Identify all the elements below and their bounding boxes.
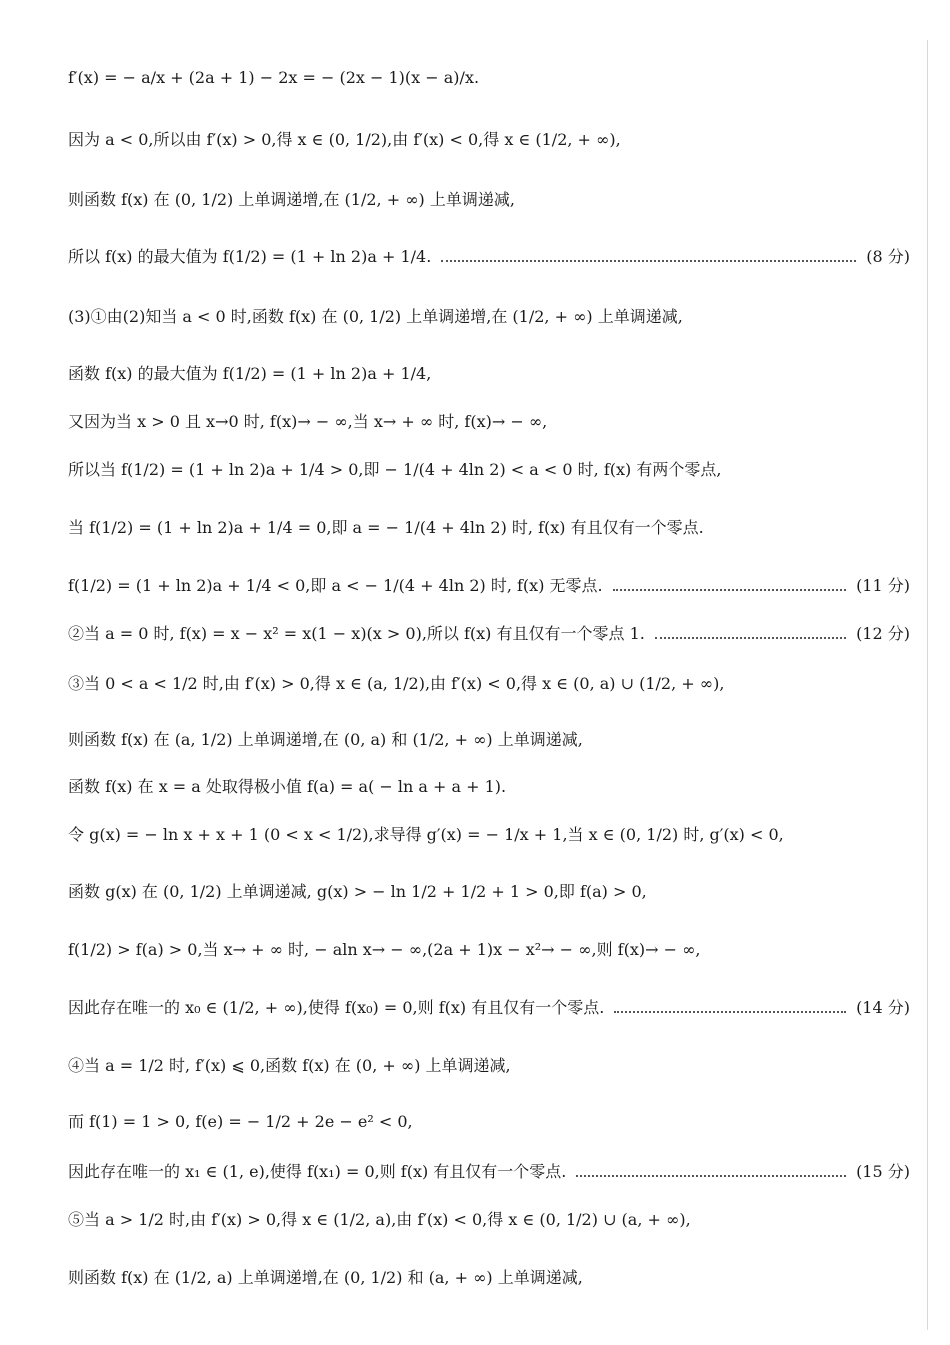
line-text: f(1/2) > f(a) > 0,当 x→ + ∞ 时, − aln x→ − ∞,(2a + 1)x − x²→ − ∞,则 f(x)→ − ∞,	[68, 940, 701, 959]
line-text: 因此存在唯一的 x₀ ∈ (1/2, + ∞),使得 f(x₀) = 0,则 f(x) 有且仅有一个零点.	[68, 998, 605, 1017]
solution-line	[68, 998, 910, 1018]
solution-line	[68, 1268, 910, 1288]
solution-line	[68, 412, 910, 432]
solution-line	[68, 130, 910, 150]
solution-line	[68, 364, 910, 384]
line-text: (3)①由(2)知当 a < 0 时,函数 f(x) 在 (0, 1/2) 上单调递增,在 (1/2, + ∞) 上单调递减,	[68, 307, 683, 326]
score-label: (14 分)	[856, 998, 910, 1017]
solution-line	[68, 518, 910, 538]
line-text: 因此存在唯一的 x₁ ∈ (1, e),使得 f(x₁) = 0,则 f(x) 有且仅有一个零点.	[68, 1162, 567, 1181]
solution-line	[68, 247, 910, 267]
page-edge-line	[927, 40, 928, 1330]
dot-leader	[613, 589, 846, 591]
solution-line	[68, 190, 910, 210]
line-text: 函数 f(x) 的最大值为 f(1/2) = (1 + ln 2)a + 1/4,	[68, 364, 432, 383]
solution-line	[68, 460, 910, 480]
line-text: 则函数 f(x) 在 (0, 1/2) 上单调递增,在 (1/2, + ∞) 上单调递减,	[68, 190, 515, 209]
line-text: ④当 a = 1/2 时, f′(x) ⩽ 0,函数 f(x) 在 (0, + ∞) 上单调递减,	[68, 1056, 511, 1075]
score-label: (11 分)	[856, 576, 910, 595]
dot-leader	[441, 260, 856, 262]
line-text: ②当 a = 0 时, f(x) = x − x² = x(1 − x)(x > 0),所以 f(x) 有且仅有一个零点 1.	[68, 624, 645, 643]
line-text: 则函数 f(x) 在 (1/2, a) 上单调递增,在 (0, 1/2) 和 (a, + ∞) 上单调递减,	[68, 1268, 583, 1287]
solution-line	[68, 576, 910, 596]
line-text: ⑤当 a > 1/2 时,由 f′(x) > 0,得 x ∈ (1/2, a),由 f′(x) < 0,得 x ∈ (0, 1/2) ∪ (a, + ∞),	[68, 1210, 691, 1229]
solution-line	[68, 624, 910, 644]
line-text: 所以 f(x) 的最大值为 f(1/2) = (1 + ln 2)a + 1/4.	[68, 247, 432, 266]
solution-line	[68, 68, 910, 88]
dot-leader	[655, 637, 846, 639]
line-text: 所以当 f(1/2) = (1 + ln 2)a + 1/4 > 0,即 − 1/(4 + 4ln 2) < a < 0 时, f(x) 有两个零点,	[68, 460, 722, 479]
dot-leader	[614, 1011, 846, 1013]
line-text: 又因为当 x > 0 且 x→0 时, f(x)→ − ∞,当 x→ + ∞ 时, f(x)→ − ∞,	[68, 412, 548, 431]
solution-line	[68, 1162, 910, 1182]
score-label: (8 分)	[866, 247, 910, 266]
line-text: 函数 g(x) 在 (0, 1/2) 上单调递减, g(x) > − ln 1/2 + 1/2 + 1 > 0,即 f(a) > 0,	[68, 882, 647, 901]
solution-line	[68, 940, 910, 960]
solution-line	[68, 1210, 910, 1230]
solution-line	[68, 777, 910, 797]
score-label: (15 分)	[856, 1162, 910, 1181]
solution-line	[68, 1112, 910, 1132]
solution-line	[68, 307, 910, 327]
line-text: 令 g(x) = − ln x + x + 1 (0 < x < 1/2),求导得 g′(x) = − 1/x + 1,当 x ∈ (0, 1/2) 时, g′(x) < 0,	[68, 825, 784, 844]
line-text: 因为 a < 0,所以由 f′(x) > 0,得 x ∈ (0, 1/2),由 f′(x) < 0,得 x ∈ (1/2, + ∞),	[68, 130, 621, 149]
solution-line	[68, 882, 910, 902]
solution-line	[68, 674, 910, 694]
score-label: (12 分)	[856, 624, 910, 643]
line-text: 函数 f(x) 在 x = a 处取得极小值 f(a) = a( − ln a + a + 1).	[68, 777, 507, 796]
solution-line	[68, 825, 910, 845]
line-text: 当 f(1/2) = (1 + ln 2)a + 1/4 = 0,即 a = − 1/(4 + 4ln 2) 时, f(x) 有且仅有一个零点.	[68, 518, 704, 537]
line-text: f′(x) = − a/x + (2a + 1) − 2x = − (2x − 1)(x − a)/x.	[68, 68, 480, 87]
solution-line	[68, 1056, 910, 1076]
line-text: 则函数 f(x) 在 (a, 1/2) 上单调递增,在 (0, a) 和 (1/2, + ∞) 上单调递减,	[68, 730, 583, 749]
line-text: 而 f(1) = 1 > 0, f(e) = − 1/2 + 2e − e² < 0,	[68, 1112, 413, 1131]
solution-line	[68, 730, 910, 750]
dot-leader	[576, 1175, 846, 1177]
line-text: ③当 0 < a < 1/2 时,由 f′(x) > 0,得 x ∈ (a, 1/2),由 f′(x) < 0,得 x ∈ (0, a) ∪ (1/2, + ∞),	[68, 674, 725, 693]
line-text: f(1/2) = (1 + ln 2)a + 1/4 < 0,即 a < − 1/(4 + 4ln 2) 时, f(x) 无零点.	[68, 576, 603, 595]
